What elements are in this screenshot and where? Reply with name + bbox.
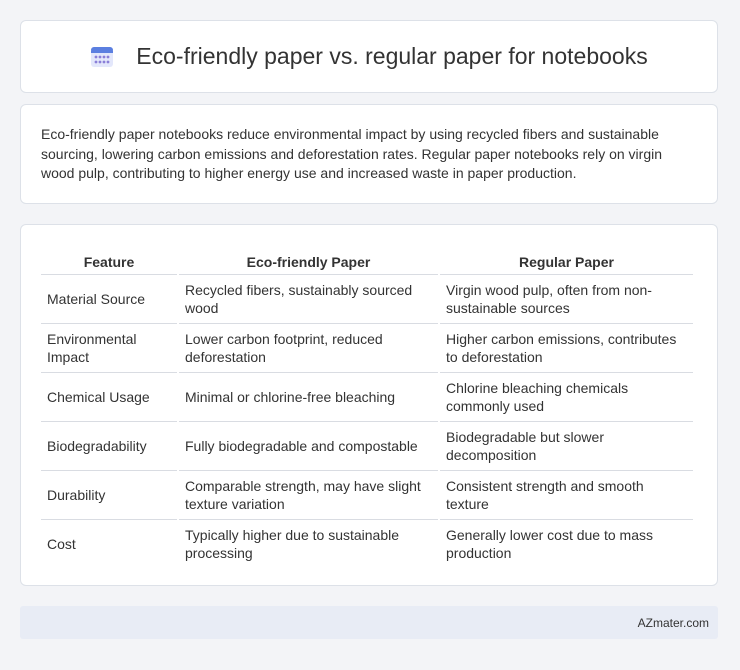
calendar-icon — [90, 45, 114, 69]
comparison-table — [39, 245, 695, 568]
regular-cell: Biodegradable but slower decomposition — [440, 422, 693, 471]
regular-cell: Chlorine bleaching chemicals commonly used — [440, 373, 693, 422]
footer — [20, 606, 718, 639]
eco-cell: Comparable strength, may have slight texture variation — [179, 471, 438, 520]
regular-cell: Virgin wood pulp, often from non-sustainable sources — [440, 275, 693, 324]
feature-cell: Biodegradability — [41, 422, 177, 471]
table-row — [41, 520, 693, 568]
eco-cell: Recycled fibers, sustainably sourced wood — [179, 275, 438, 324]
feature-cell: Chemical Usage — [41, 373, 177, 422]
intro-card — [20, 104, 718, 204]
regular-cell: Generally lower cost due to mass production — [446, 527, 653, 561]
column-header-eco: Eco-friendly Paper — [179, 245, 438, 275]
table-header-row — [41, 245, 693, 275]
title-card — [20, 20, 718, 93]
table-row — [41, 471, 693, 520]
feature-cell: Cost — [47, 536, 76, 552]
column-header-regular: Regular Paper — [440, 245, 693, 275]
intro-text: Eco-friendly paper notebooks reduce environmental impact by using recycled fibers and sustainable sourcing, lowering carbon emissions and deforestation rates. Regular paper notebooks rely on virgin wood pulp, contributing to higher energy use and increased waste in paper production. — [41, 126, 663, 181]
comparison-table-card — [20, 224, 718, 586]
table-row — [41, 324, 693, 373]
eco-cell: Lower carbon footprint, reduced deforestation — [179, 324, 438, 373]
eco-cell: Typically higher due to sustainable processing — [185, 527, 400, 561]
regular-cell: Higher carbon emissions, contributes to deforestation — [440, 324, 693, 373]
column-header-feature: Feature — [41, 245, 177, 275]
table-row — [41, 275, 693, 324]
feature-cell: Durability — [41, 471, 177, 520]
feature-cell: Environmental Impact — [41, 324, 177, 373]
footer-brand-link[interactable]: AZmater.com — [637, 615, 709, 630]
eco-cell: Fully biodegradable and compostable — [179, 422, 438, 471]
feature-cell: Material Source — [41, 275, 177, 324]
page-title: Eco-friendly paper vs. regular paper for notebooks — [136, 43, 648, 69]
eco-cell: Minimal or chlorine-free bleaching — [179, 373, 438, 422]
table-row — [41, 373, 693, 422]
table-row — [41, 422, 693, 471]
regular-cell: Consistent strength and smooth texture — [440, 471, 693, 520]
